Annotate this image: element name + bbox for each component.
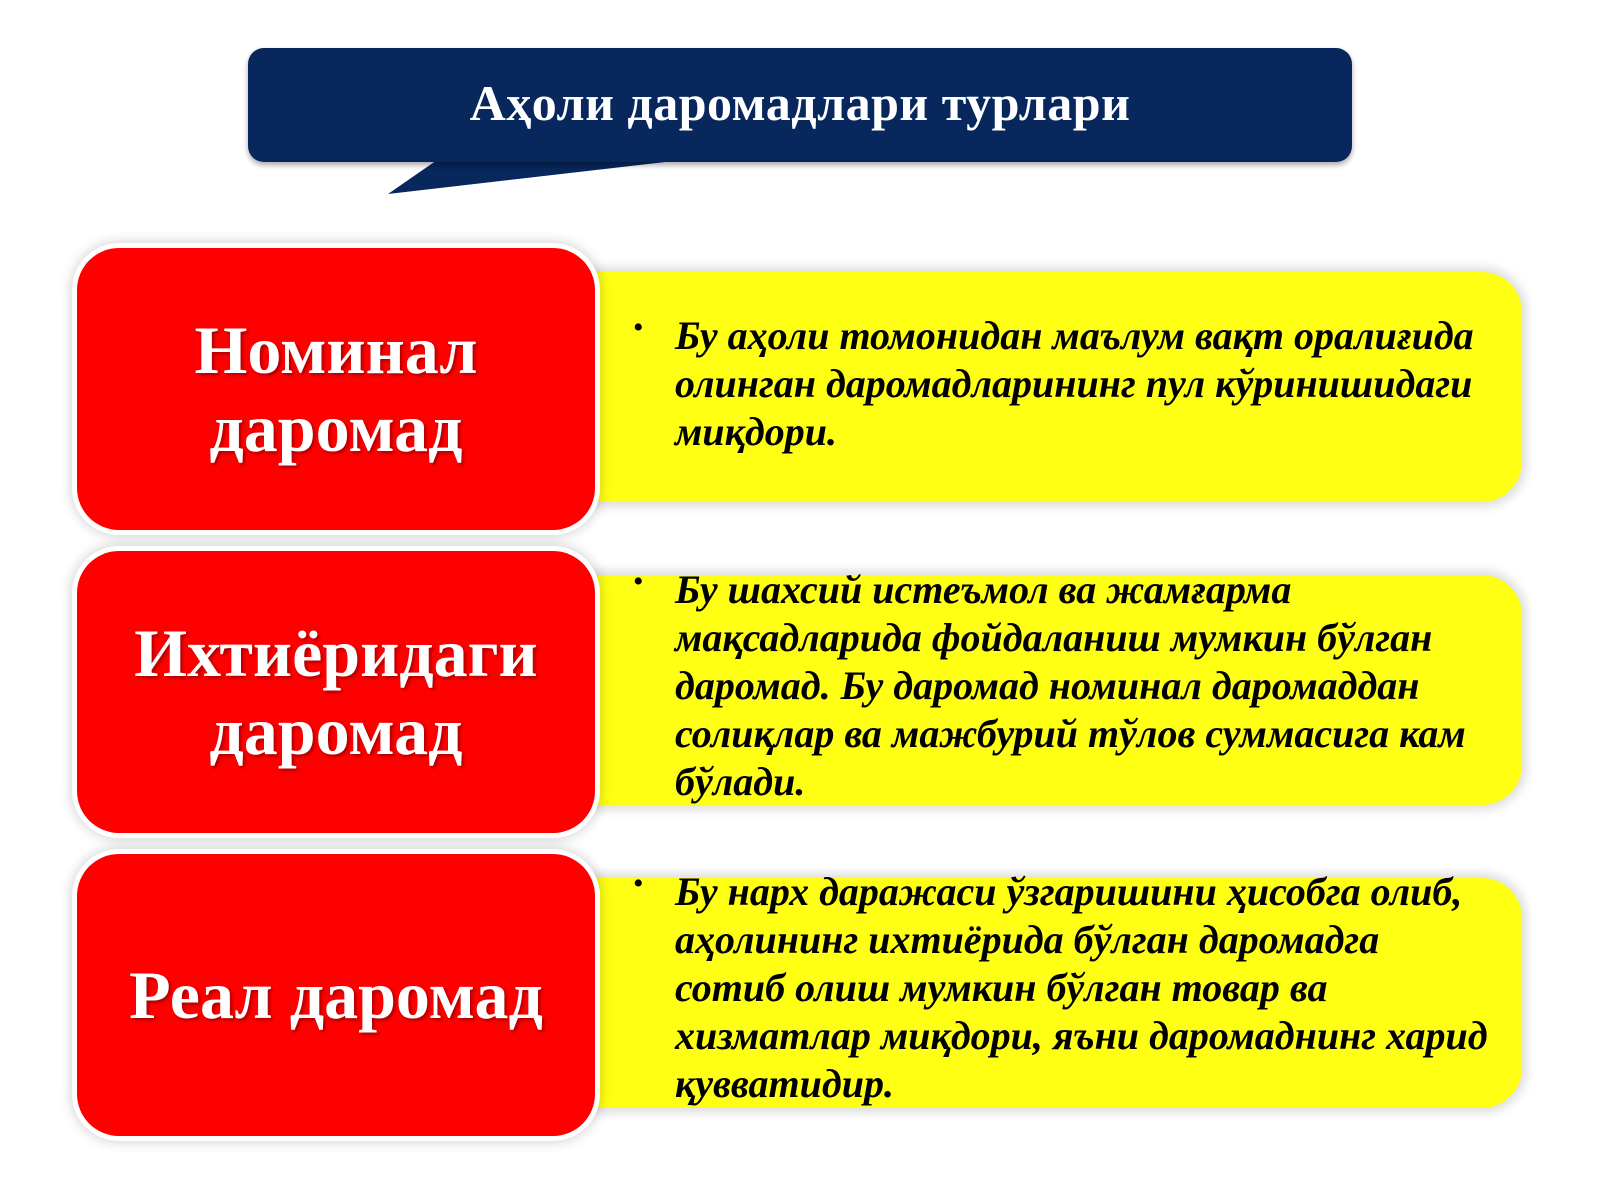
description-text: Бу нарх даражаси ўзгаришини ҳисобга олиб, аҳолининг ихтиёрида бўлган даромадга сотиб олиш мумкин бўлган товар ва хизматлар миқдори, яъни даромаднинг харид қувватидир.	[675, 869, 1488, 1106]
term-label-line2: даромад	[209, 390, 463, 466]
term-label	[129, 956, 543, 1034]
bullet-icon: •	[633, 867, 644, 900]
description-text: Бу аҳоли томонидан маълум вақт оралиғида олинган даромадларининг пул кўринишидаги миқдори.	[675, 313, 1474, 454]
bullet-icon: •	[633, 565, 644, 598]
term-box	[77, 854, 595, 1136]
term-label-line1: Номинал	[194, 312, 478, 388]
term-label-line1: Реал даромад	[129, 957, 543, 1033]
term-label-line1: Ихтиёридаги	[134, 615, 538, 691]
title-callout	[248, 48, 1352, 162]
page-title: Аҳоли даромадлари турлари	[469, 75, 1131, 131]
term-label	[134, 614, 537, 770]
term-box	[77, 551, 595, 833]
description-text: Бу шахсий истеъмол ва жамғарма мақсадларида фойдаланиш мумкин бўлган даромад. Бу даромад номинал даромаддан солиқлар ва мажбурий тўлов суммасига кам бўлади.	[675, 567, 1466, 804]
bullet-icon: •	[633, 311, 644, 344]
description	[633, 312, 1493, 456]
description	[633, 566, 1493, 806]
term-label	[194, 311, 477, 467]
term-box	[77, 248, 595, 530]
term-label-line2: даромад	[209, 693, 463, 769]
description	[633, 868, 1493, 1108]
